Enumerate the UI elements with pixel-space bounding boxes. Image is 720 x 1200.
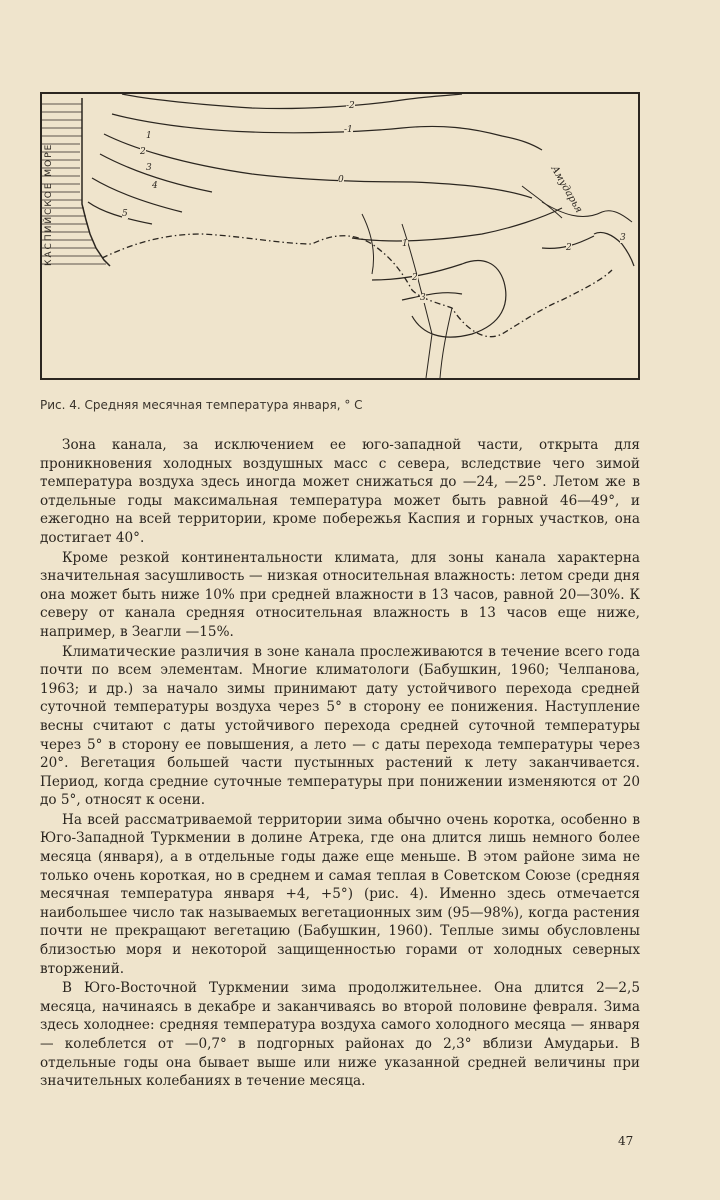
paragraph: Климатические различия в зоне канала прослеживаются в течение всего года почти по всем элементам. Многие климатологи (Бабушкин, 1960; Челпанова, 1963; и др.) за начало зимы принимают дату устойчивого перехода средней суточной температуры воздуха через 5° в сторону ее понижения. Наступление весны считают с даты устойчивого перехода средней суточной температуры через 5° в сторону ее повышения, а лето — с даты перехода температуры через 20°. Вегетация большей части пустынных растений к лету заканчивается. Период, когда средние суточные температуры при понижении изменяются от 20 до 5°, относят к осени. (40, 643, 640, 809)
isotherm-label: 1 (146, 131, 152, 141)
isotherm-label: 2 (412, 273, 418, 283)
paragraph: На всей рассматриваемой территории зима обычно очень коротка, особенно в Юго-Западной Туркмении в долине Атрека, где она длится лишь немного более месяца (января), а в отдельные годы даже еще меньше. В этом районе зима не только очень короткая, но в среднем и самая теплая в Советском Союзе (средняя месячная температура января +4, +5°) (рис. 4). Именно здесь отмечается наибольшее число так называемых вегетационных зим (95—98%), когда растения почти не прекращают вегетацию (Бабушкин, 1960). Теплые зимы обусловлены близостью моря и некоторой защищенностью горами от холодных северных вторжений. (40, 811, 640, 977)
figure-caption: Рис. 4. Средняя месячная температура января, ° С (40, 398, 363, 412)
paragraph: В Юго-Восточной Туркмении зима продолжительнее. Она длится 2—2,5 месяца, начинаясь в декабре и заканчиваясь во второй половине февраля. Зима здесь холоднее: средняя температура воздуха самого холодного месяца — января — колеблется от —0,7° в подгорных районах до 2,3° вблизи Амударьи. В отдельные годы она бывает выше или ниже указанной средней величины при значительных колебаниях в течение месяца. (40, 980, 640, 1090)
isotherm-map (40, 92, 640, 380)
isotherm-label: 4 (152, 181, 158, 191)
page-number: 47 (618, 1134, 634, 1148)
isotherm-label: 3 (620, 233, 626, 243)
sea-label: КАСПИЙСКОЕ МОРЕ (44, 142, 54, 266)
isotherm-label: -1 (344, 125, 353, 135)
isotherm-lines (88, 94, 634, 337)
isotherm-label: 3 (420, 293, 426, 303)
isotherm-label: 2 (566, 243, 572, 253)
isotherm-label: 1 (402, 239, 408, 249)
map-drawing (42, 94, 638, 378)
coastline (82, 98, 110, 266)
paragraph: Зона канала, за исключением ее юго-западной части, открыта для проникновения холодных воздушных масс с севера, вследствие чего зимой температура воздуха здесь иногда может снижаться до —24, —25°. Летом же в отдельные годы максимальная температура может быть равной 46—49°, и ежегодно на всей территории, кроме побережья Каспия и горных участков, она достигает 40°. (40, 437, 640, 546)
isotherm-label: 2 (140, 147, 146, 157)
isotherm-label: -2 (346, 101, 355, 111)
body-text (40, 436, 640, 1092)
paragraph: Кроме резкой континентальности климата, для зоны канала характерна значительная засушливость — низкая относительная влажность: летом среди дня она может быть ниже 10% при средней влажности в 13 часов, равной 20—30%. К северу от канала средняя относительная влажность в 13 часов еще ниже, например, в Зеагли —15%. (40, 549, 640, 640)
state-border (102, 234, 612, 337)
river-label: Амударья (548, 164, 585, 215)
isotherm-label: 3 (146, 163, 152, 173)
rivers (362, 186, 632, 378)
isotherm-label: 0 (338, 175, 344, 185)
isotherm-label: 5 (122, 209, 128, 219)
